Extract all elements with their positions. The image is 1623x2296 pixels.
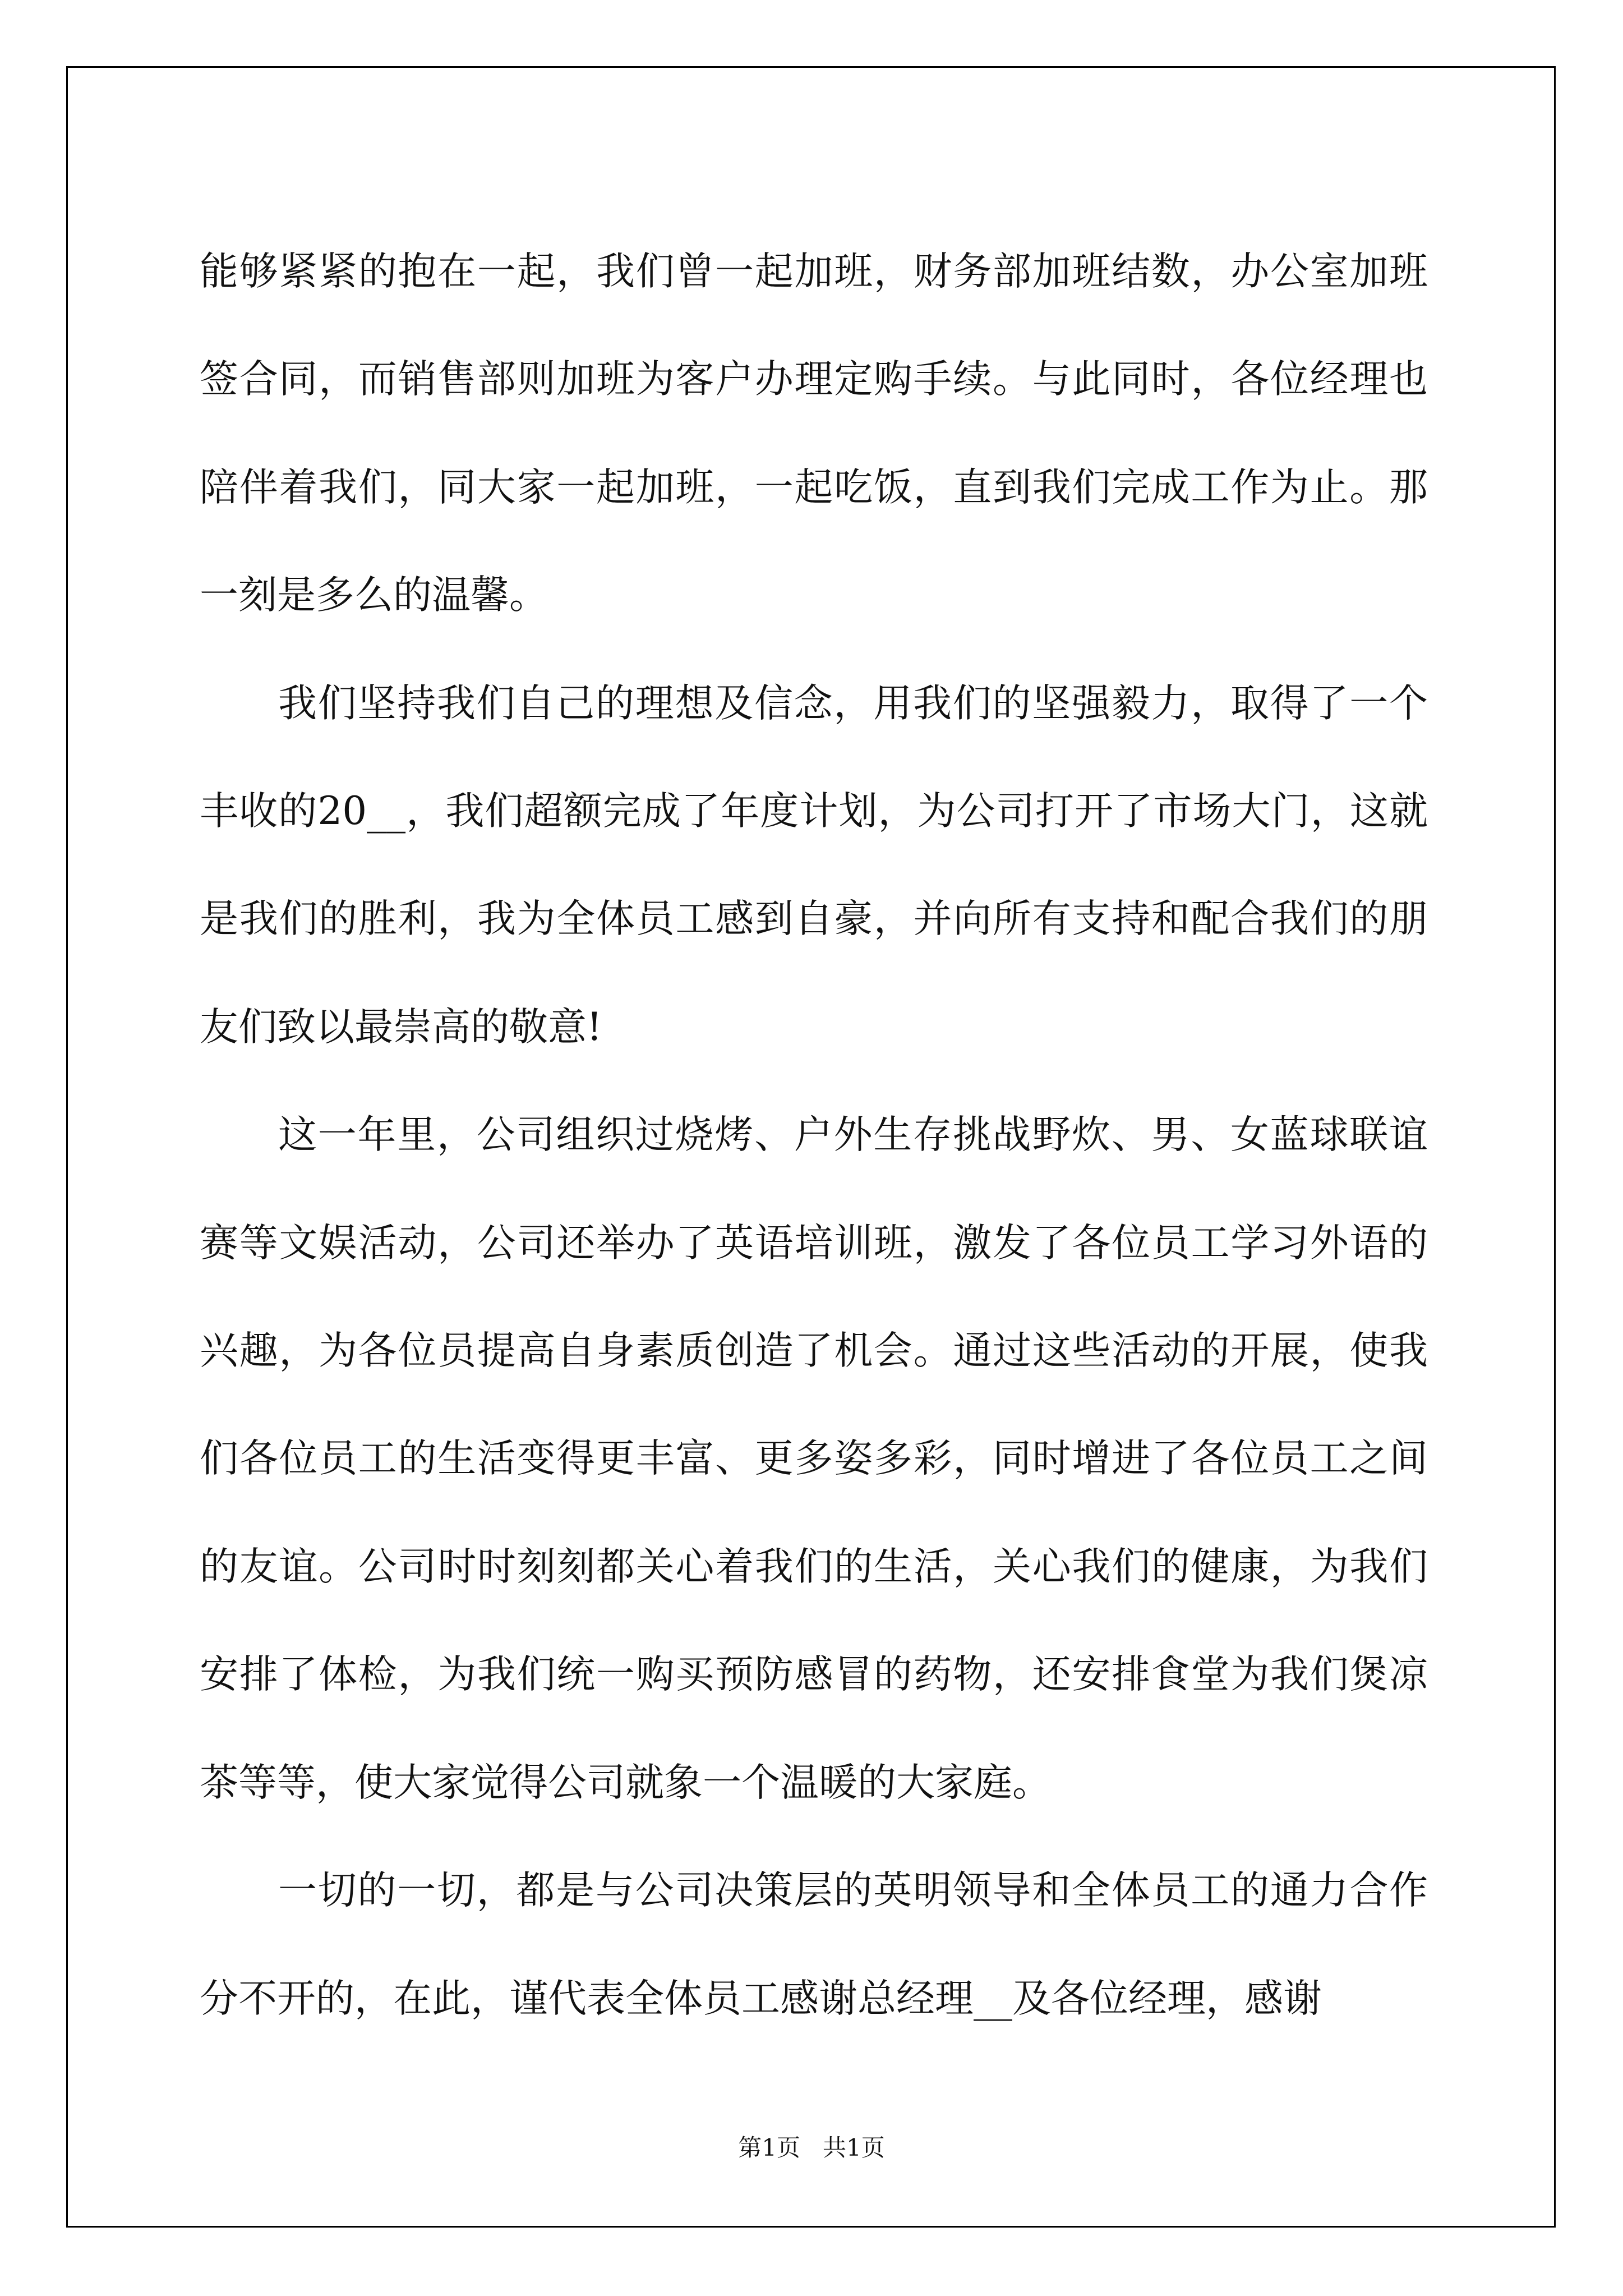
document-body	[200, 218, 1428, 2053]
page-number-footer: 第1页 共1页	[738, 2134, 885, 2161]
paragraph-4: 一切的一切，都是与公司决策层的英明领导和全体员工的通力合作分不开的，在此，谨代表全体员工感谢总经理__及各位经理，感谢	[200, 1868, 1428, 2021]
paragraph-1: 能够紧紧的抱在一起，我们曾一起加班，财务部加班结数，办公室加班签合同，而销售部则加班为客户办理定购手续。与此同时，各位经理也陪伴着我们，同大家一起加班，一起吃饭，直到我们完成工作为止。那一刻是多么的温馨。	[200, 249, 1428, 618]
paragraph-3: 这一年里，公司组织过烧烤、户外生存挑战野炊、男、女蓝球联谊赛等文娱活动，公司还举办了英语培训班，激发了各位员工学习外语的兴趣，为各位员提高自身素质创造了机会。通过这些活动的开展，使我们各位员工的生活变得更丰富、更多姿多彩，同时增进了各位员工之间的友谊。公司时时刻刻都关心着我们的生活，关心我们的健康，为我们安排了体检，为我们统一购买预防感冒的药物，还安排食堂为我们煲凉茶等等，使大家觉得公司就象一个温暖的大家庭。	[200, 1112, 1428, 1805]
paragraph-2: 我们坚持我们自己的理想及信念，用我们的坚强毅力，取得了一个丰收的20__，我们超额完成了年度计划，为公司打开了市场大门，这就是我们的胜利，我为全体员工感到自豪，并向所有支持和配合我们的朋友们致以最崇高的敬意!	[200, 680, 1428, 1050]
